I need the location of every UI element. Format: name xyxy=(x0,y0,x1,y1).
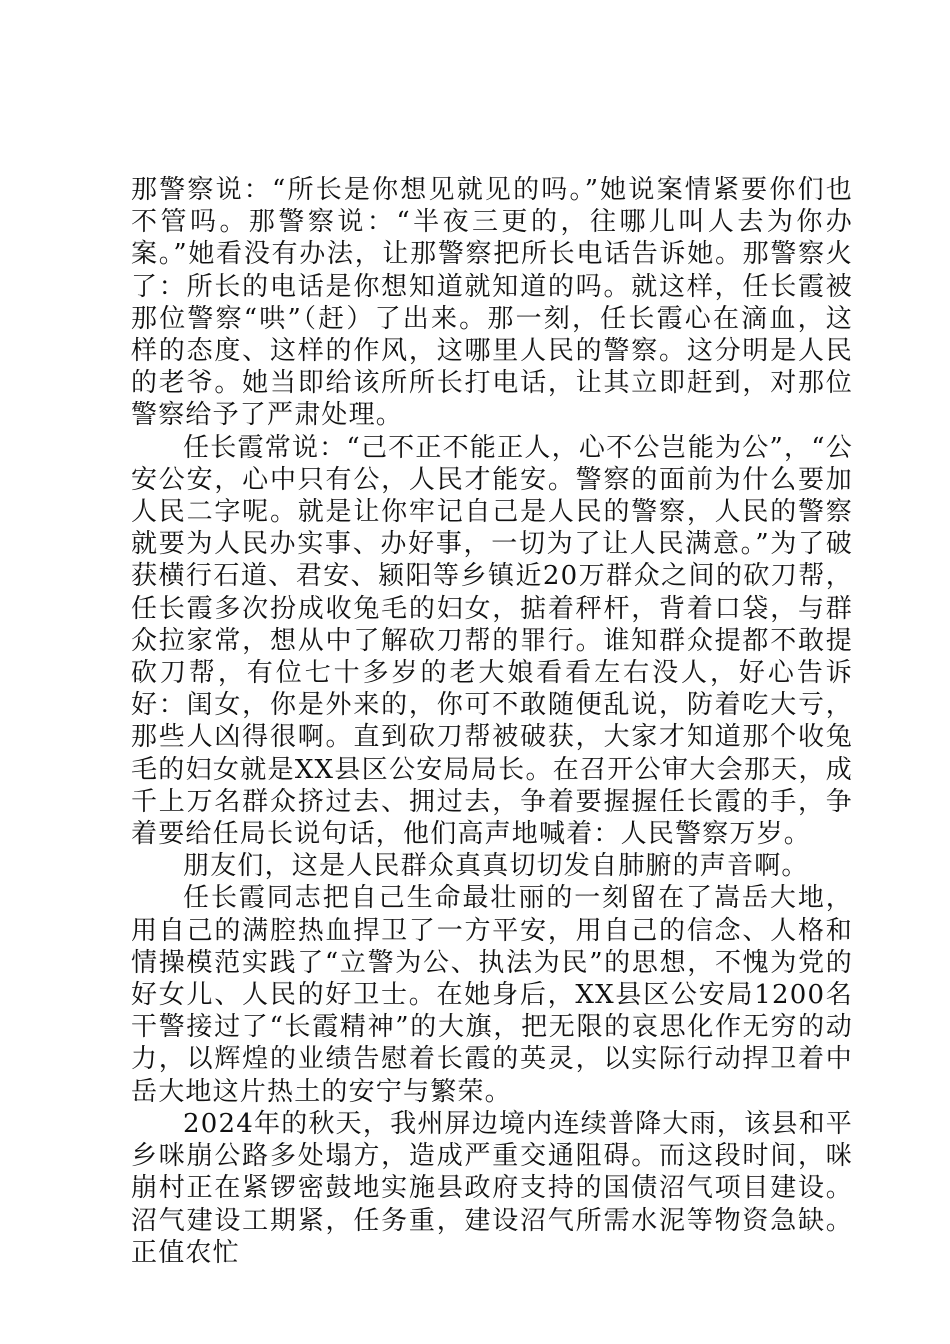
paragraph-3: 朋友们，这是人民群众真真切切发自肺腑的声音啊。 xyxy=(183,851,809,882)
paragraph-5: 2024年的秋天，我州屏边境内连续普降大雨，该县和平乡咪崩公路多处塌方，造成严重交通阻碍。而这段时间，咪崩村正在紧锣密鼓地实施县政府支持的国债沼气项目建设。沼气建设工期紧，任务重，建设沼气所需水泥等物资急缺。正值农忙 xyxy=(131,1108,853,1268)
paragraph-4: 任长霞同志把自己生命最壮丽的一刻留在了嵩岳大地，用自己的满腔热血捍卫了一方平安，用自己的信念、人格和情操模范实践了“立警为公、执法为民”的思想，不愧为党的好女儿、人民的好卫士。在她身后，XX县区公安局1200名干警接过了“长霞精神”的大旗，把无限的哀思化作无穷的动力，以辉煌的业绩告慰着长霞的英灵，以实际行动捍卫着中岳大地这片热土的安宁与繁荣。 xyxy=(131,883,853,1107)
document-body xyxy=(131,174,853,1269)
paragraph-1: 那警察说：“所长是你想见就见的吗。”她说案情紧要你们也不管吗。那警察说：“半夜三更的，往哪儿叫人去为你办案。”她看没有办法，让那警察把所长电话告诉她。那警察火了：所长的电话是你想知道就知道的吗。就这样，任长霞被那位警察“哄”（赶）了出来。那一刻，任长霞心在滴血，这样的态度、这样的作风，这哪里人民的警察。这分明是人民的老爷。她当即给该所所长打电话，让其立即赶到，对那位警察给予了严肃处理。 xyxy=(131,175,853,431)
paragraph-2: 任长霞常说：“己不正不能正人，心不公岂能为公”，“公安公安，心中只有公，人民才能安。警察的面前为什么要加人民二字呢。就是让你牢记自己是人民的警察，人民的警察就要为人民办实事、办好事，一切为了让人民满意。”为了破获横行石道、君安、颍阳等乡镇近20万群众之间的砍刀帮，任长霞多次扮成收兔毛的妇女，掂着秤杆，背着口袋，与群众拉家常，想从中了解砍刀帮的罪行。谁知群众提都不敢提砍刀帮，有位七十多岁的老大娘看看左右没人，好心告诉好：闺女，你是外来的，你可不敢随便乱说，防着吃大亏，那些人凶得很啊。直到砍刀帮被破获，大家才知道那个收兔毛的妇女就是XX县区公安局局长。在召开公审大会那天，成千上万名群众挤过去、拥过去，争着要握握任长霞的手，争着要给任局长说句话，他们高声地喊着：人民警察万岁。 xyxy=(131,432,853,850)
